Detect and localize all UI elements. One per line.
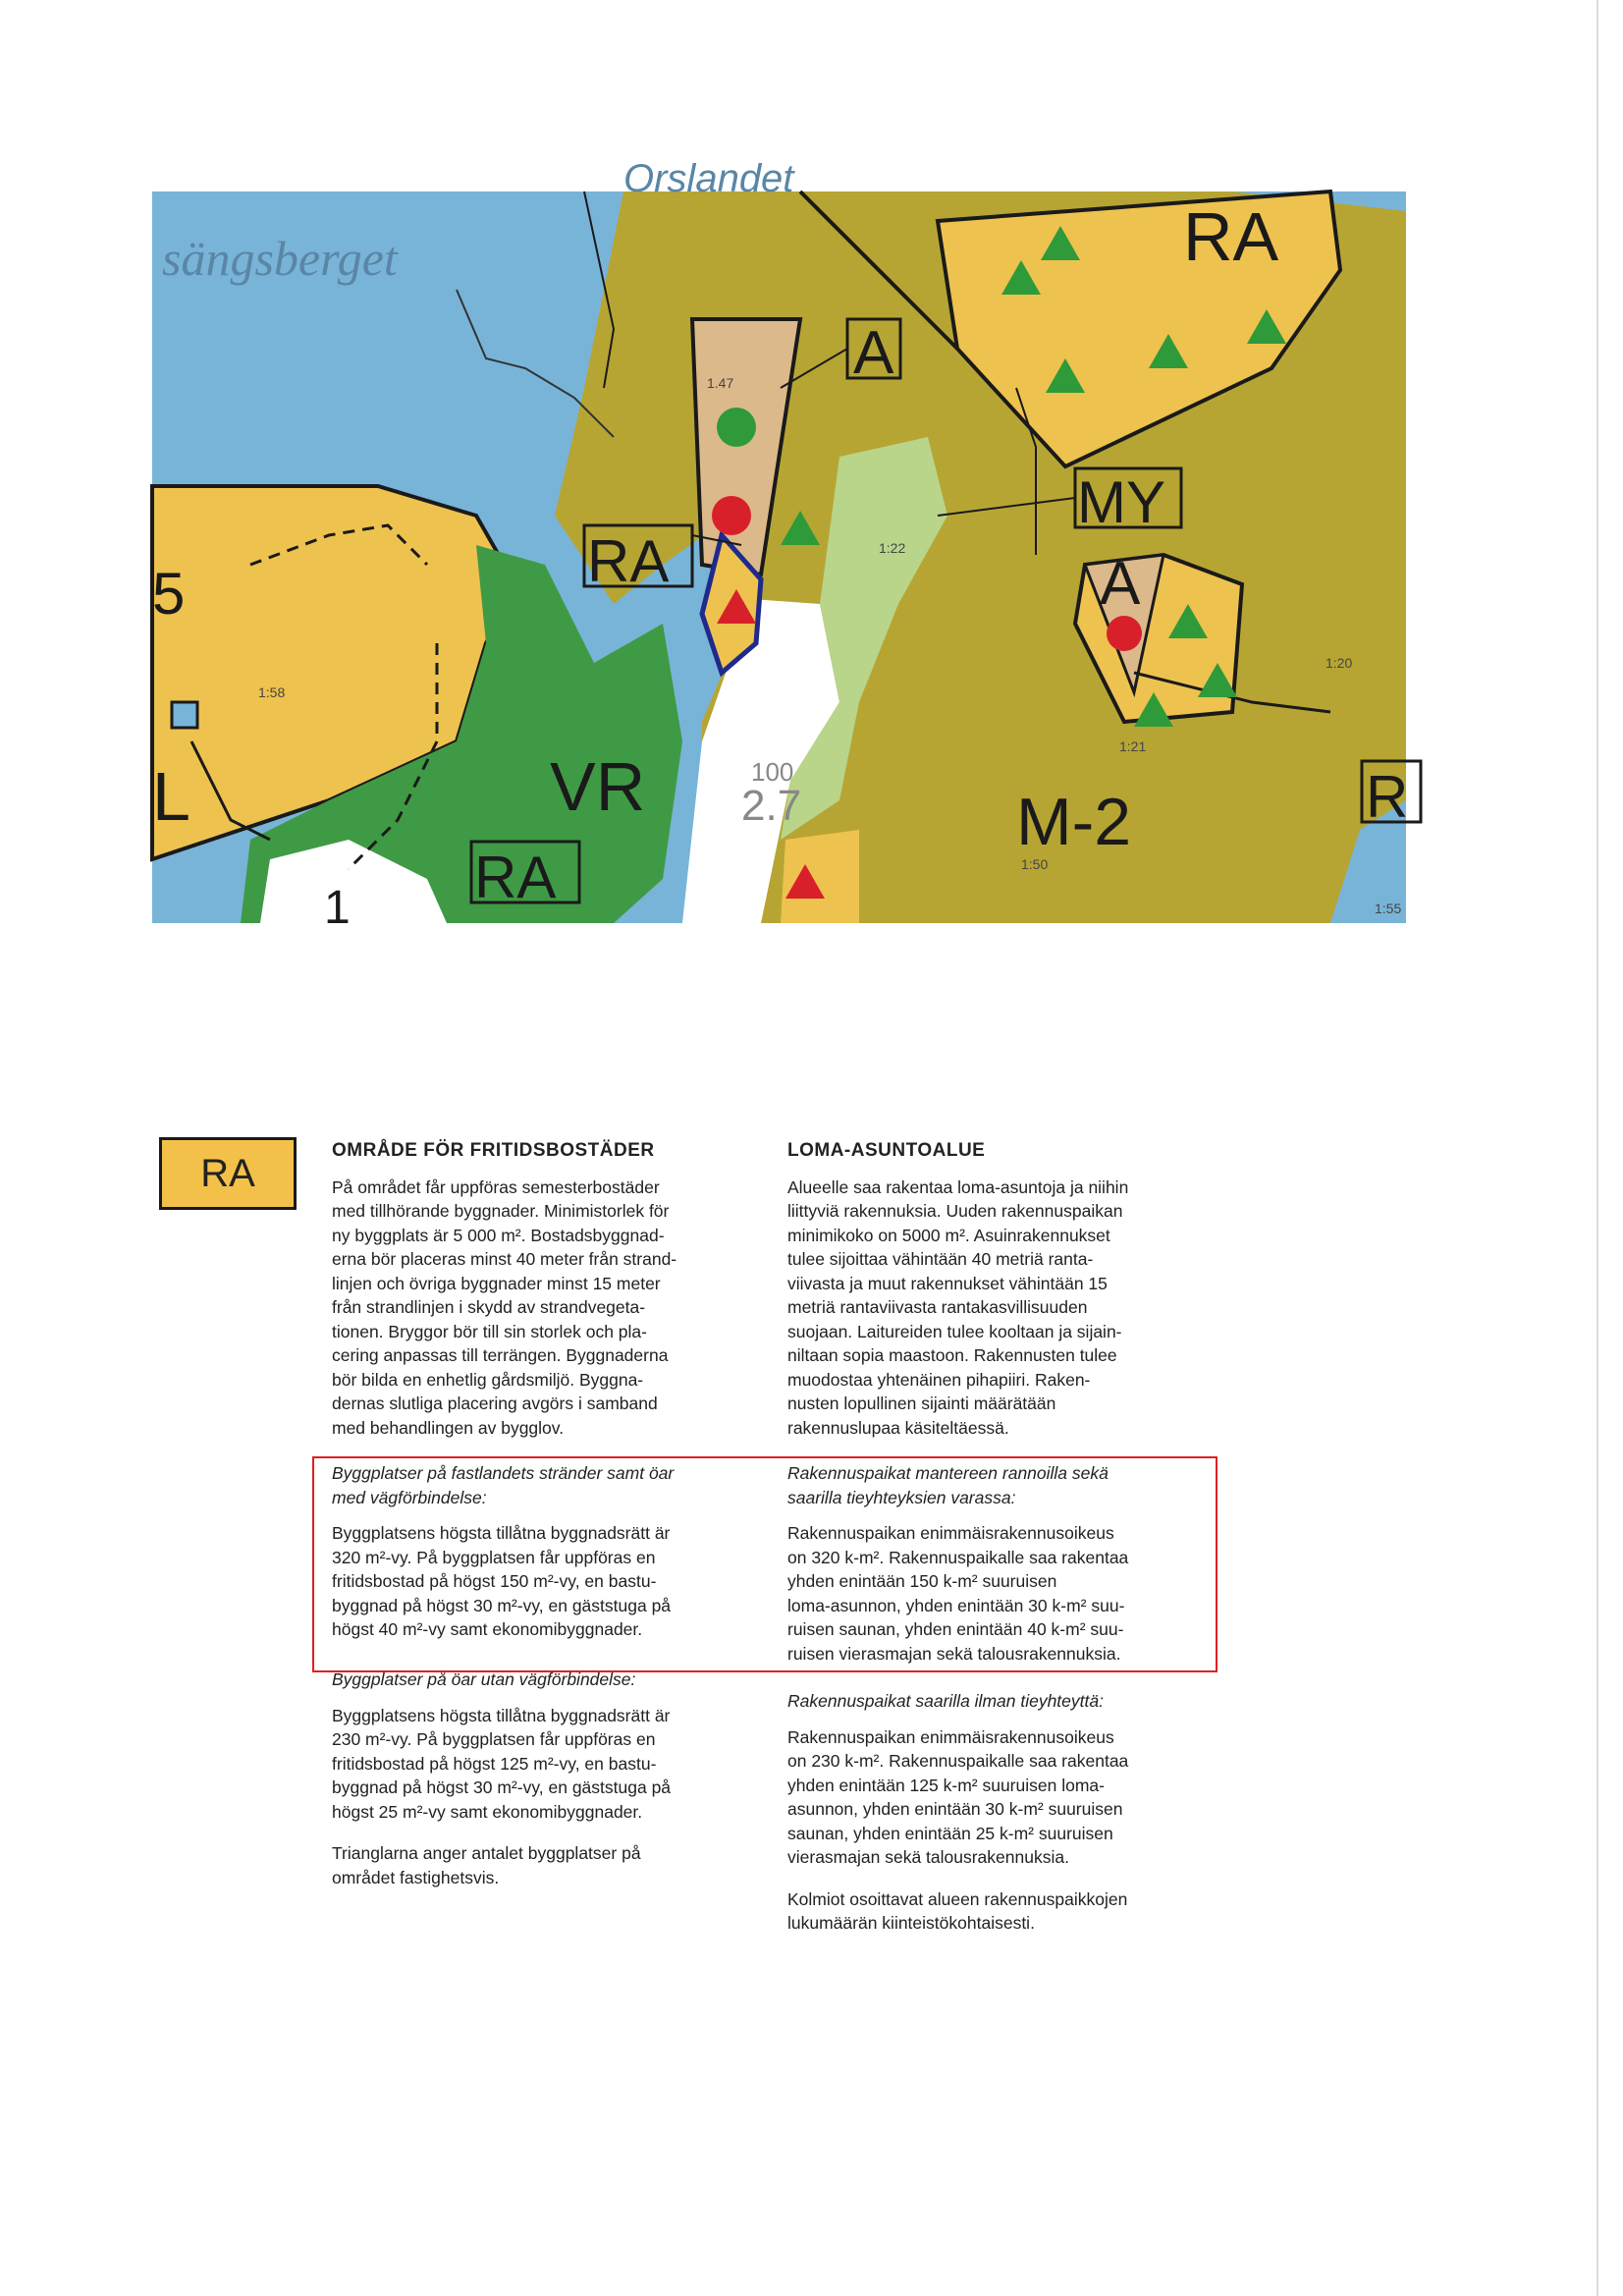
swedish-island-heading: Byggplatser på öar utan vägförbindelse: [332,1669,636,1689]
swedish-island-block [332,1667,744,1889]
text-line: on 320 k-m². Rakennuspaikalle saa rakentaa [787,1547,1129,1567]
swedish-triangle-note [332,1841,744,1889]
zoning-map [152,157,1409,934]
text-line: området fastighetsvis. [332,1867,500,1887]
text-line: loma-asunnon, yhden enintään 30 k-m² suu- [787,1595,1125,1615]
map-label-num-120: 1:20 [1325,655,1353,671]
map-label-num-bottom-left: 1 [324,882,351,934]
circle-red [712,496,751,535]
text-line: metriä rantaviivasta rantakasvillisuuden [787,1297,1088,1317]
text-line: yhden enintään 125 k-m² suuruisen loma- [787,1775,1105,1795]
text-line: fritidsbostad på högst 150 m²-vy, en bastu- [332,1571,657,1591]
finnish-heading: LOMA-ASUNTOALUE [787,1140,986,1161]
text-line: niltaan sopia maastoon. Rakennusten tulee [787,1345,1117,1365]
text-line: linjen och övriga byggnader minst 15 meter [332,1273,661,1293]
text-line: med vägförbindelse: [332,1487,487,1507]
text-line: På området får uppföras semesterbostäder [332,1176,660,1197]
small-blue-square [172,702,197,728]
text-line: Byggplatsens högsta tillåtna byggnadsrätt är [332,1523,671,1543]
text-line: från strandlinjen i skydd av strandvegeta- [332,1297,646,1317]
text-line: Alueelle saa rakentaa loma-asuntoja ja niihin [787,1176,1129,1197]
text-line: minimikoko on 5000 m². Asuinrakennukset [787,1225,1110,1245]
map-label-my: MY [1077,469,1165,535]
text-line: saarilla tieyhteyksien varassa: [787,1487,1016,1507]
highlight-frame [312,1456,1217,1672]
finnish-island-block [787,1689,1210,1936]
text-line: fritidsbostad på högst 125 m²-vy, en bastu- [332,1753,657,1774]
text-line: Rakennuspaikan enimmäisrakennusoikeus [787,1523,1114,1543]
finnish-island-text [787,1725,1210,1870]
text-line: bör bilda en enhetlig gårdsmiljö. Byggna- [332,1369,644,1390]
map-label-sangsberget: sängsberget [162,231,398,286]
map-label-num-left: 5 [152,561,186,627]
finnish-intro [787,1175,1210,1441]
text-line: 320 m²-vy. På byggplatsen får uppföras en [332,1547,656,1567]
text-line: Rakennuspaikan enimmäisrakennusoikeus [787,1726,1114,1747]
text-line: med behandlingen av bygglov. [332,1417,565,1438]
text-line: cering anpassas till terrängen. Byggnaderna [332,1345,669,1365]
text-line: tionen. Bryggor bör till sin storlek och pla- [332,1321,647,1341]
map-label-ra-center: RA [587,528,670,594]
text-line: yhden enintään 150 k-m² suuruisen [787,1571,1057,1591]
text-line: lukumäärän kiinteistökohtaisesti. [787,1913,1035,1933]
map-label-vr: VR [550,748,646,825]
map-label-num-122: 1:22 [879,540,906,556]
text-line: saunan, yhden enintään 25 k-m² suuruisen [787,1823,1113,1843]
map-label-l: L [152,758,190,835]
text-line: Byggplatsens högsta tillåtna byggnadsrätt är [332,1705,671,1725]
text-line: tulee sijoittaa vähintään 40 metriä ranta- [787,1249,1094,1269]
text-line: Kolmiot osoittavat alueen rakennuspaikkojen [787,1888,1128,1909]
map-label-r-edge: R [1366,764,1409,830]
page-edge-line [1596,0,1598,2296]
text-line: högst 40 m²-vy samt ekonomibyggnader. [332,1619,643,1639]
swedish-column [332,1139,744,1440]
text-line: vierasmajan sekä talousrakennuksia. [787,1847,1069,1867]
finnish-island-heading: Rakennuspaikat saarilla ilman tieyhteyttä: [787,1691,1104,1711]
text-line: ruisen vierasmajan sekä talousrakennuksia. [787,1643,1121,1664]
swedish-intro [332,1175,744,1441]
text-line: dernas slutliga placering avgörs i samband [332,1394,658,1413]
text-line: on 230 k-m². Rakennuspaikalle saa rakentaa [787,1751,1129,1771]
text-line: rakennuslupaa käsiteltäessä. [787,1417,1009,1438]
ra-area-bottom [781,830,859,923]
finnish-column [787,1139,1210,1440]
map-label-num-147: 1.47 [707,375,734,391]
text-line: asunnon, yhden enintään 30 k-m² suuruisen [787,1799,1123,1819]
text-line: muodostaa yhtenäinen pihapiiri. Raken- [787,1369,1091,1390]
map-label-num-100: 100 [751,757,794,787]
text-line: viivasta ja muut rakennukset vähintään 15 [787,1273,1108,1293]
text-line: nusten lopullinen sijainti määrätään [787,1394,1056,1413]
map-label-a-top: A [853,319,894,387]
text-line: liittyviä rakennuksia. Uuden rakennuspaikan [787,1201,1123,1221]
map-label-a-right: A [1100,550,1141,618]
text-line: ruisen saunan, yhden enintään 40 k-m² suu- [787,1619,1124,1639]
text-line: erna bör placeras minst 40 meter från strand- [332,1249,677,1269]
circle-green [717,408,756,447]
swedish-heading: OMRÅDE FÖR FRITIDSBOSTÄDER [332,1140,655,1161]
swedish-island-text [332,1704,744,1825]
legend-ra-label: RA [200,1151,255,1195]
map-label-num-158: 1:58 [258,684,286,700]
circle-red [1107,616,1142,651]
finnish-triangle-note [787,1887,1210,1936]
map-label-num-27: 2.7 [741,782,802,830]
text-line: Trianglarna anger antalet byggplatser på [332,1843,641,1863]
text-line: med tillhörande byggnader. Minimistorlek för [332,1201,670,1221]
map-label-m2: M-2 [1016,785,1132,859]
map-label-num-150: 1:50 [1021,856,1049,872]
text-line: 230 m²-vy. På byggplatsen får uppföras en [332,1729,656,1749]
text-line: Rakennuspaikat mantereen rannoilla sekä [787,1463,1109,1483]
map-label-ra-bottom: RA [474,845,557,910]
text-line: byggnad på högst 30 m²-vy, en gäststuga på [332,1595,672,1615]
map-label-ra-top-right: RA [1183,198,1279,275]
map-label-num-155: 1:55 [1375,901,1402,916]
legend-ra-symbol [159,1137,297,1210]
text-line: byggnad på högst 30 m²-vy, en gäststuga på [332,1777,672,1797]
text-line: suojaan. Laitureiden tulee kooltaan ja sijain- [787,1321,1122,1341]
text-line: ny byggplats är 5 000 m². Bostadsbyggnad- [332,1225,665,1245]
map-label-top-faded: Orslandet [623,157,794,200]
text-line: Byggplatser på fastlandets stränder samt öar [332,1463,675,1483]
map-label-num-121: 1:21 [1119,738,1147,754]
text-line: högst 25 m²-vy samt ekonomibyggnader. [332,1801,643,1822]
